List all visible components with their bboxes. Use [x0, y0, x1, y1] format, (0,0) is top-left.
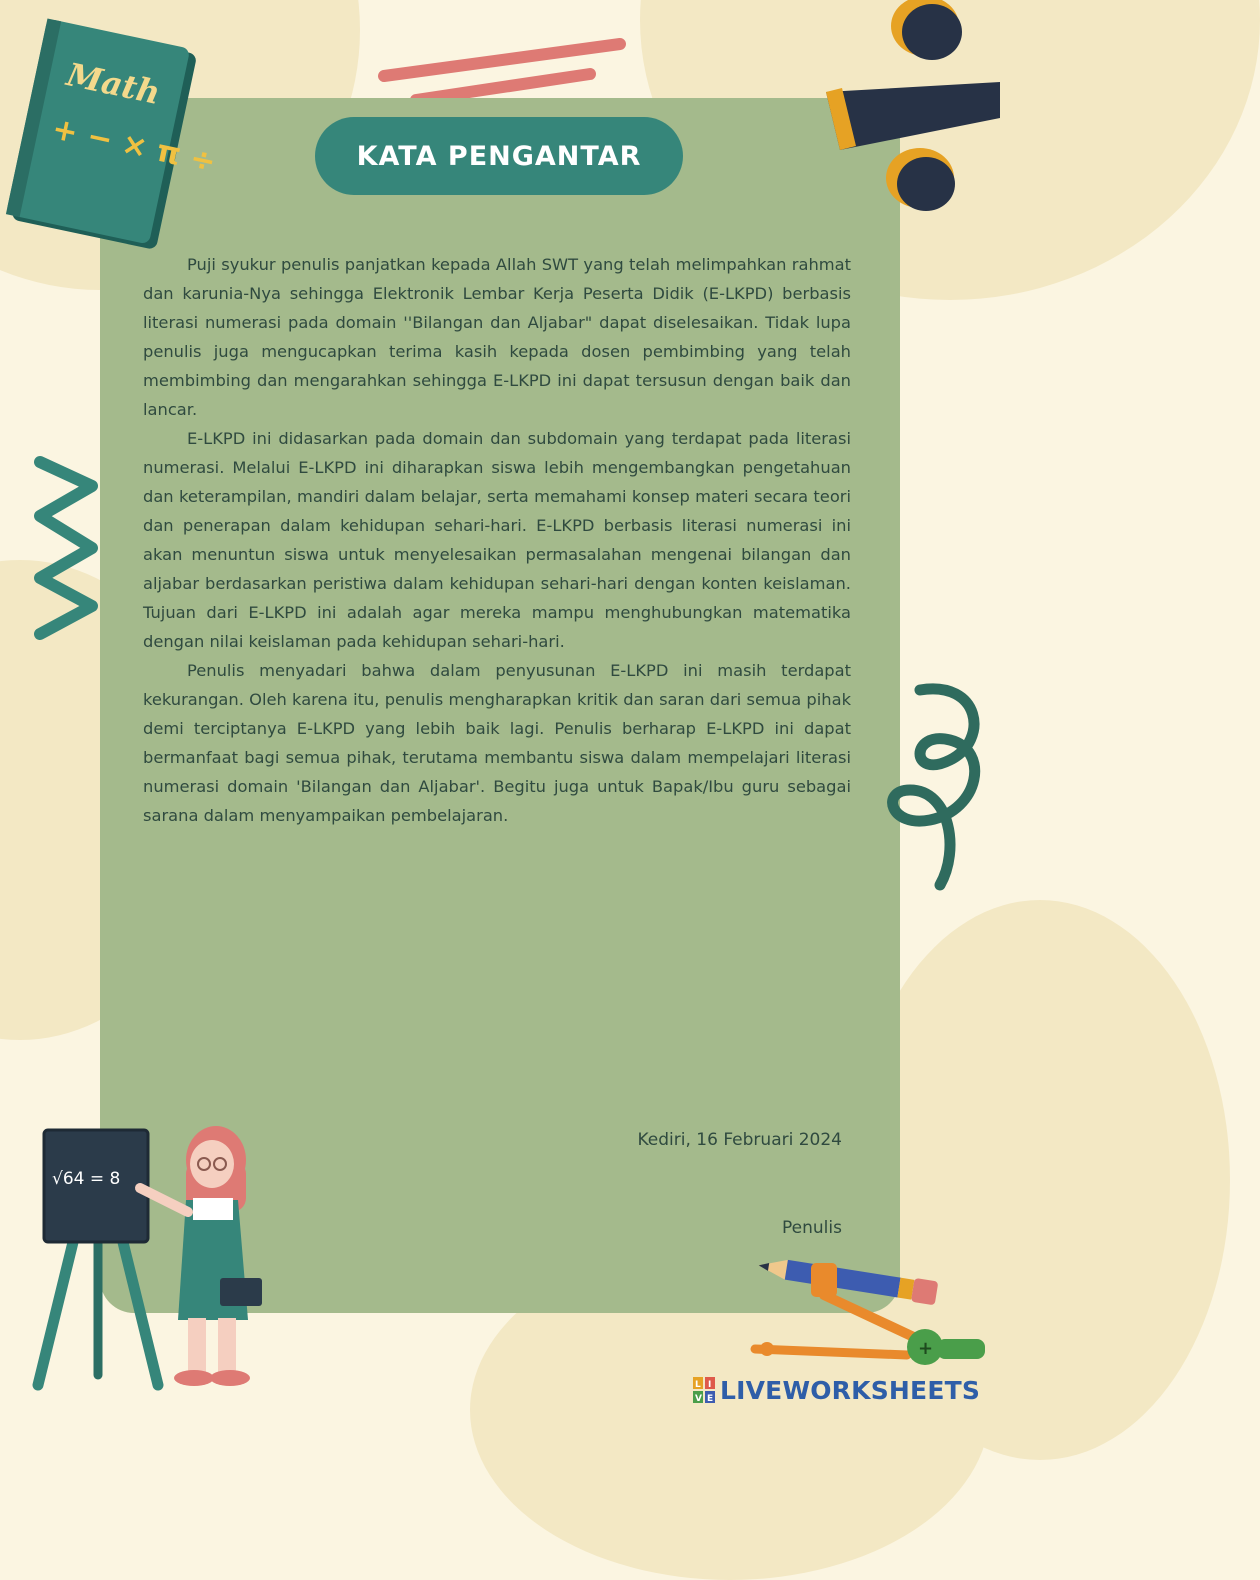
- squiggle-decoration: [870, 680, 1000, 900]
- logo-letter: I: [708, 1380, 712, 1390]
- pencil-compass-illustration: [745, 1255, 995, 1380]
- blackboard-expression: √64 = 8: [52, 1169, 121, 1189]
- paragraph: Penulis menyadari bahwa dalam penyusunan E-LKPD ini masih terdapat kekurangan. Oleh karena itu, penulis mengharapkan kritik dan saran dari semua pihak demi terciptanya E-LKPD yang lebih baik lagi. Penulis berharap E-LKPD ini dapat bermanfaat bagi semua pihak, terutama membantu siswa dalam mempelajari literasi numerasi domain 'Bilangan dan Aljabar'. Begitu juga untuk Bapak/Ibu guru sebagai sarana dalam menyampaikan pembelajaran.: [143, 661, 851, 825]
- paragraph: E-LKPD ini didasarkan pada domain dan subdomain yang terdapat pada literasi numerasi. Melalui E-LKPD ini diharapkan siswa lebih mengembangkan pengetahuan dan keterampilan, mandiri dalam belajar, serta memahami konsep materi secara teori dan penerapan dalam kehidupan sehari-hari. E-LKPD berbasis literasi numerasi ini akan menuntun siswa untuk menyelesaikan permasalahan mengenai bilangan dan aljabar berdasarkan peristiwa dalam kehidupan sehari-hari dengan konten keislaman. Tujuan dari E-LKPD ini adalah agar mereka mampu menghubungkan matematika dengan nilai keislaman pada kehidupan sehari-hari.: [143, 429, 851, 651]
- book-label: Math: [63, 55, 164, 113]
- math-book-icon: [0, 18, 219, 256]
- svg-text:+: +: [918, 1338, 934, 1359]
- place-date: Kediri, 16 Februari 2024: [637, 1130, 842, 1150]
- logo-letter: E: [707, 1394, 714, 1404]
- page-title: KATA PENGANTAR: [356, 140, 642, 172]
- logo-letter: L: [695, 1380, 701, 1390]
- brand-name: LIVEWORKSHEETS: [720, 1375, 981, 1405]
- liveworksheets-brand[interactable]: [692, 1374, 980, 1406]
- zigzag-decoration: [26, 444, 106, 644]
- author-signature: Penulis: [782, 1218, 842, 1238]
- liveworksheets-logo-icon: [692, 1376, 716, 1404]
- foreword-body: [143, 250, 851, 830]
- paragraph: Puji syukur penulis panjatkan kepada Allah SWT yang telah melimpahkan rahmat dan karunia-Nya sehingga Elektronik Lembar Kerja Peserta Didik (E-LKPD) berbasis literasi numerasi pada domain ''Bilangan dan Aljabar" dapat diselesaikan. Tidak lupa penulis juga mengucapkan terima kasih kepada dosen pembimbing yang telah membimbing dan mengarahkan sehingga E-LKPD ini dapat tersusun dengan baik dan lancar.: [143, 255, 851, 419]
- teacher-blackboard-illustration: [28, 1120, 278, 1395]
- title-banner: [315, 117, 683, 195]
- logo-letter: V: [695, 1394, 702, 1404]
- book-symbols: + − × π ÷: [49, 111, 219, 181]
- percent-sign-icon: [820, 0, 1000, 220]
